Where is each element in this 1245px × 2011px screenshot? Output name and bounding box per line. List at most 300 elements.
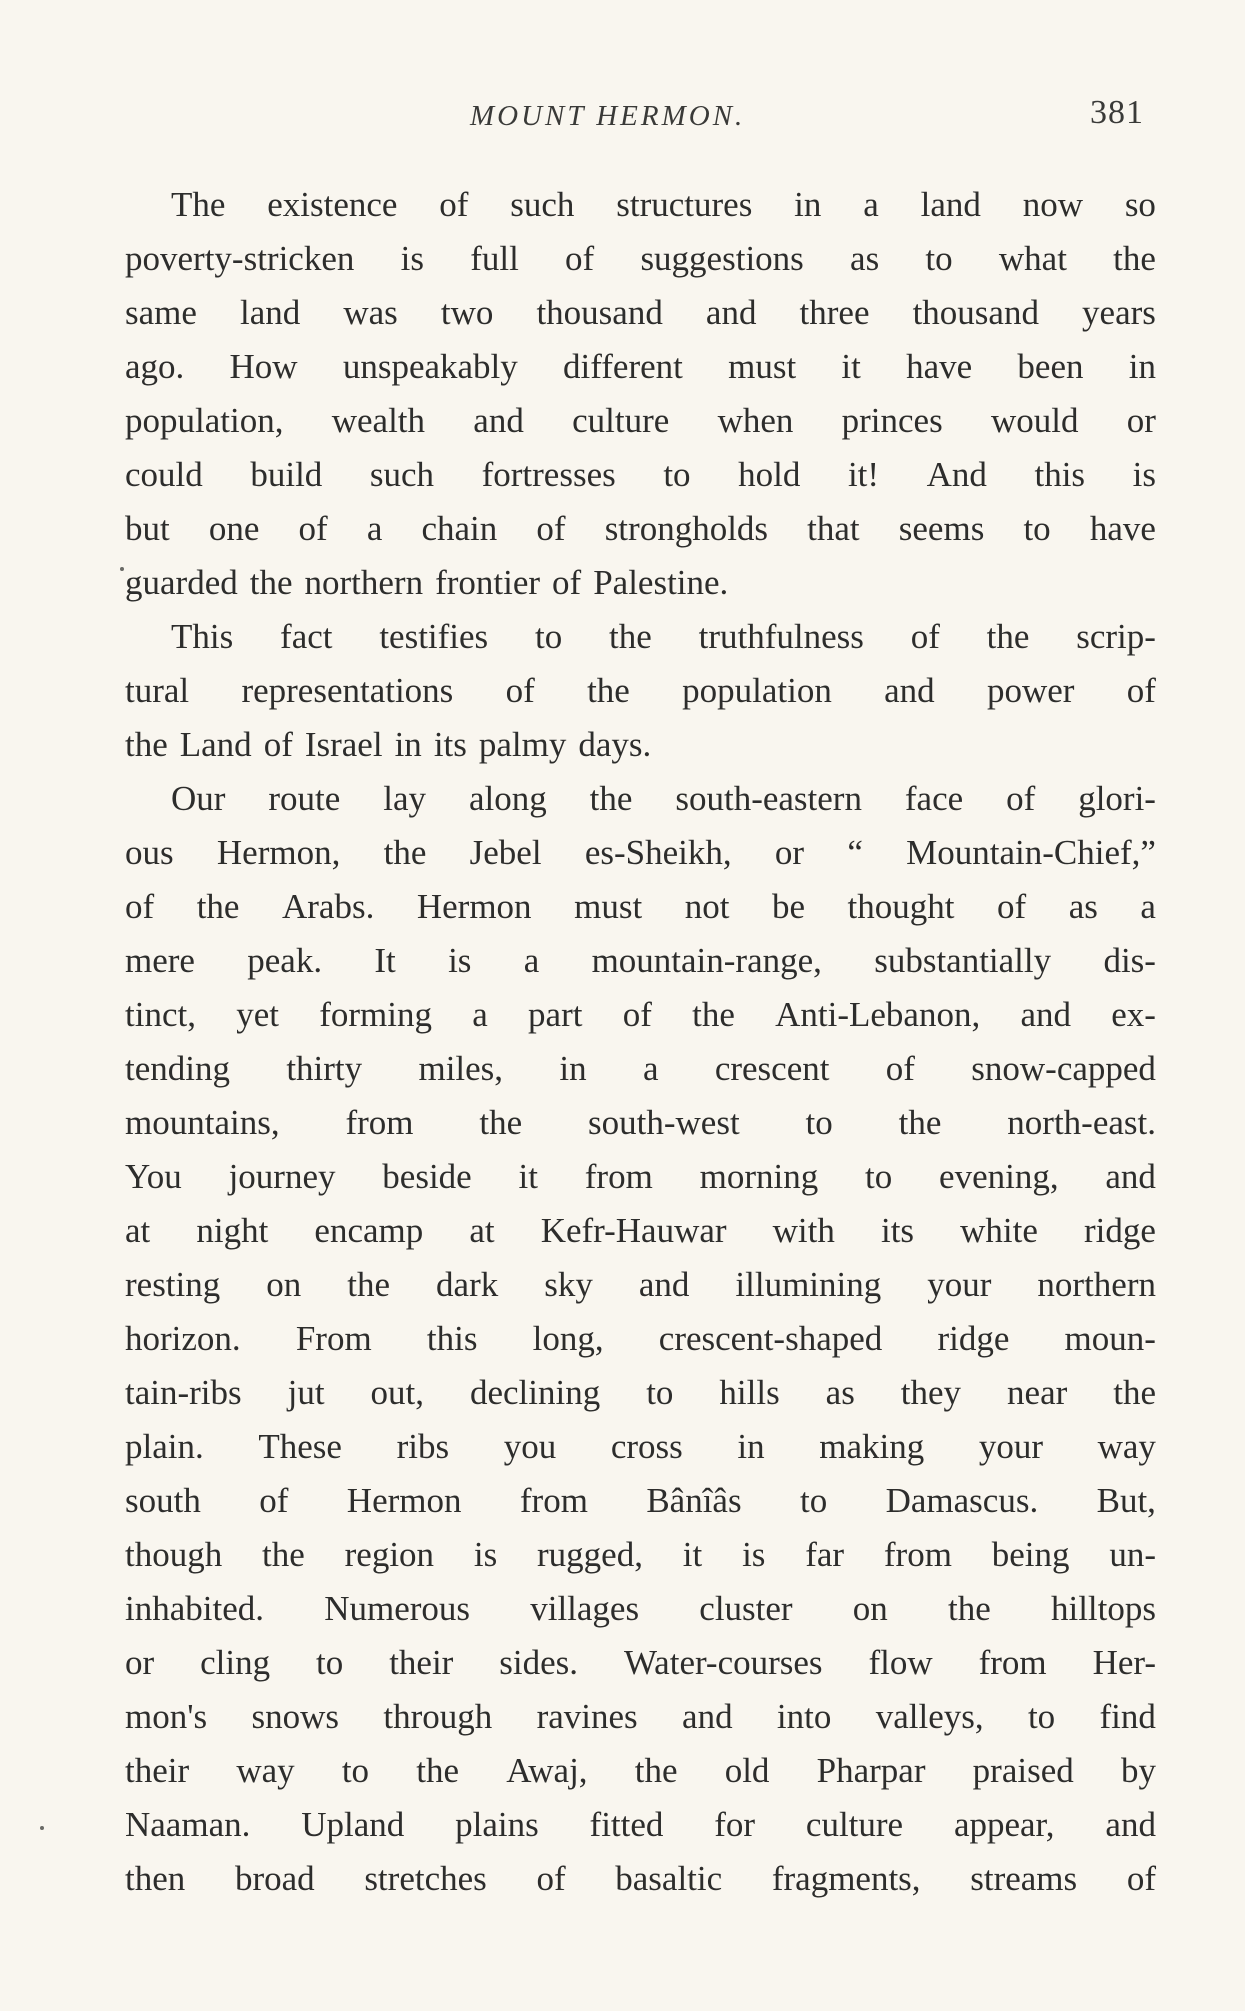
word: now (1022, 185, 1083, 224)
word: appear, (953, 1805, 1055, 1844)
word: on (266, 1265, 302, 1304)
text-line (125, 340, 1156, 394)
word: at (125, 1211, 151, 1250)
word: journey (228, 1157, 336, 1196)
word: into (776, 1697, 832, 1736)
word: thought (847, 887, 955, 926)
word: years (1082, 293, 1156, 332)
word: as (825, 1373, 855, 1412)
word: at (469, 1211, 495, 1250)
word: is (473, 1535, 498, 1574)
word: ex- (1111, 995, 1156, 1034)
word: white (960, 1211, 1038, 1250)
word: and (682, 1697, 733, 1736)
word: of (536, 1859, 566, 1898)
word: Hermon (346, 1481, 462, 1520)
word: their (125, 1751, 190, 1790)
word: suggestions (640, 239, 804, 278)
word: a (472, 995, 488, 1034)
word: jut (287, 1373, 325, 1412)
word: peak. (247, 941, 323, 980)
word: streams (970, 1859, 1078, 1898)
word: population, (125, 401, 284, 440)
word: a (1140, 887, 1156, 926)
word: full (470, 239, 519, 278)
word: Damascus. (885, 1481, 1039, 1520)
word: thirty (286, 1049, 363, 1088)
word: but (125, 509, 170, 548)
word: and (1020, 995, 1072, 1034)
word: in (394, 725, 422, 764)
word: of (298, 509, 328, 548)
word: Pharpar (816, 1751, 926, 1790)
word: representations (241, 671, 454, 710)
word: the (249, 563, 293, 602)
word: its (880, 1211, 915, 1250)
word: this (426, 1319, 478, 1358)
word: to (341, 1751, 370, 1790)
word: or (774, 833, 805, 872)
text-line (125, 1744, 1156, 1798)
word: though (125, 1535, 223, 1574)
word: tain-ribs (125, 1373, 242, 1412)
word: dark (436, 1265, 499, 1304)
word: from (584, 1157, 653, 1196)
word: palmy (478, 725, 567, 764)
word: south-west (588, 1103, 740, 1142)
word: a (366, 509, 383, 548)
word: its (433, 725, 467, 764)
word: of (263, 725, 293, 764)
word: morning (699, 1157, 819, 1196)
word: the (1113, 239, 1156, 278)
word: such (369, 455, 435, 494)
body-text (125, 178, 1156, 1906)
text-line (125, 934, 1156, 988)
word: Upland (301, 1805, 405, 1844)
word: You (125, 1157, 182, 1196)
word: the (347, 1265, 391, 1304)
word: Our (171, 779, 226, 818)
word: Jebel (469, 833, 542, 872)
text-line (125, 1204, 1156, 1258)
word: evening, (939, 1157, 1059, 1196)
word: Bânîâs (646, 1481, 742, 1520)
text-line (125, 556, 1156, 610)
word: chain (421, 509, 498, 548)
word: from (519, 1481, 588, 1520)
word: of (622, 995, 652, 1034)
word: inhabited. (125, 1589, 264, 1628)
text-line (125, 1798, 1156, 1852)
text-line (125, 1528, 1156, 1582)
word: the (898, 1103, 942, 1142)
word: sides. (499, 1643, 579, 1682)
page-number: 381 (1090, 94, 1144, 131)
word: How (229, 347, 298, 386)
text-line (125, 232, 1156, 286)
word: Her- (1092, 1643, 1156, 1682)
word: as (850, 239, 880, 278)
word: fortresses (481, 455, 616, 494)
text-line (125, 1474, 1156, 1528)
word: glori- (1078, 779, 1156, 818)
word: plains (455, 1805, 539, 1844)
word: This (171, 617, 234, 656)
word: unspeakably (342, 347, 518, 386)
word: From (295, 1319, 372, 1358)
word: structures (616, 185, 753, 224)
word: culture (805, 1805, 904, 1844)
running-head (0, 88, 1245, 138)
text-line (125, 1582, 1156, 1636)
word: broad (234, 1859, 315, 1898)
word: Anti-Lebanon, (775, 995, 981, 1034)
word: mountain-range, (591, 941, 822, 980)
word: way (1097, 1427, 1156, 1466)
word: Arabs. (281, 887, 375, 926)
text-line (125, 772, 1156, 826)
word: by (1120, 1751, 1156, 1790)
word: And (926, 455, 987, 494)
word: of (910, 617, 940, 656)
word: tinct, (125, 995, 196, 1034)
word: valleys, (875, 1697, 984, 1736)
word: the (587, 671, 630, 710)
word: a (642, 1049, 659, 1088)
text-line (125, 448, 1156, 502)
word: route (268, 779, 341, 818)
word: land (240, 293, 301, 332)
word: north-east. (1007, 1103, 1156, 1142)
word: un- (1109, 1535, 1156, 1574)
text-line (125, 610, 1156, 664)
word: the (262, 1535, 305, 1574)
paragraph-2 (125, 610, 1156, 772)
word: near (1007, 1373, 1068, 1412)
word: ridge (937, 1319, 1010, 1358)
word: culture (572, 401, 670, 440)
word: crescent-shaped (658, 1319, 883, 1358)
word: then (125, 1859, 186, 1898)
text-line (125, 718, 1156, 772)
word: so (1124, 185, 1156, 224)
text-line (125, 178, 1156, 232)
text-line (125, 1420, 1156, 1474)
word: cross (610, 1427, 683, 1466)
word: when (717, 401, 794, 440)
word: testifies (379, 617, 489, 656)
word: ravines (536, 1697, 638, 1736)
word: find (1099, 1697, 1156, 1736)
word: ous (125, 833, 174, 872)
word: one (208, 509, 260, 548)
word: is (1132, 455, 1156, 494)
word: Naaman. (125, 1805, 251, 1844)
word: face (904, 779, 964, 818)
word: your (927, 1265, 992, 1304)
word: be (771, 887, 806, 926)
word: dis- (1103, 941, 1156, 980)
word: this (1034, 455, 1086, 494)
word: south (125, 1481, 201, 1520)
word: the (692, 995, 735, 1034)
word: mountains, (125, 1103, 280, 1142)
word: a (863, 185, 879, 224)
word: and (884, 671, 935, 710)
text-line (125, 1042, 1156, 1096)
word: power (986, 671, 1075, 710)
word: lay (383, 779, 426, 818)
word: poverty-stricken (125, 239, 355, 278)
word: rugged, (537, 1535, 643, 1574)
word: fragments, (771, 1859, 921, 1898)
word: of (1006, 779, 1036, 818)
word: praised (972, 1751, 1074, 1790)
word: way (236, 1751, 295, 1790)
word: the (634, 1751, 678, 1790)
word: is (742, 1535, 766, 1574)
word: three (799, 293, 870, 332)
word: Israel (304, 725, 383, 764)
word: or (125, 1643, 155, 1682)
word: flow (868, 1643, 933, 1682)
word: beside (382, 1157, 472, 1196)
word: was (343, 293, 398, 332)
word: the (609, 617, 652, 656)
word: to (535, 617, 563, 656)
word: the (383, 833, 427, 872)
text-line (125, 988, 1156, 1042)
word: or (1126, 401, 1156, 440)
word: in (737, 1427, 765, 1466)
margin-speck (120, 567, 124, 571)
text-line (125, 1312, 1156, 1366)
word: to (663, 455, 691, 494)
word: of (1126, 671, 1156, 710)
word: with (772, 1211, 835, 1250)
word: Land (179, 725, 252, 764)
word: truthfulness (698, 617, 864, 656)
word: could (125, 455, 203, 494)
word: northern (1037, 1265, 1156, 1304)
word: far (805, 1535, 845, 1574)
word: to (865, 1157, 893, 1196)
word: It (374, 941, 396, 980)
word: northern (304, 563, 424, 602)
word: basaltic (615, 1859, 723, 1898)
word: the (416, 1751, 460, 1790)
word: old (724, 1751, 770, 1790)
word: snow-capped (971, 1049, 1156, 1088)
paragraph-3 (125, 772, 1156, 1906)
word: days. (578, 725, 652, 764)
word: such (510, 185, 575, 224)
word: their (389, 1643, 454, 1682)
word: of (552, 563, 582, 602)
text-line (125, 880, 1156, 934)
word: plain. (125, 1427, 204, 1466)
word: the (196, 887, 240, 926)
word: strongholds (604, 509, 769, 548)
word: to (925, 239, 953, 278)
word: the (479, 1103, 523, 1142)
word: guarded (125, 563, 238, 602)
word: substantially (874, 941, 1052, 980)
word: what (998, 239, 1067, 278)
word: to (1027, 1697, 1056, 1736)
text-line (125, 1852, 1156, 1906)
word: of (997, 887, 1027, 926)
word: fact (280, 617, 333, 656)
word: from (883, 1535, 952, 1574)
word: Hermon, (216, 833, 341, 872)
text-line (125, 1366, 1156, 1420)
word: scrip- (1076, 617, 1156, 656)
text-line (125, 664, 1156, 718)
word: resting (125, 1265, 221, 1304)
word: of (536, 509, 566, 548)
word: and (1105, 1157, 1156, 1196)
word: wealth (331, 401, 426, 440)
word: Awaj, (506, 1751, 588, 1790)
margin-speck (40, 1826, 44, 1830)
word: snows (251, 1697, 340, 1736)
word: These (258, 1427, 342, 1466)
word: along (468, 779, 547, 818)
word: mon's (125, 1697, 208, 1736)
word: cluster (699, 1589, 793, 1628)
word: it (682, 1535, 703, 1574)
word: from (978, 1643, 1047, 1682)
word: villages (530, 1589, 640, 1628)
word: is (400, 239, 424, 278)
word: illumining (735, 1265, 882, 1304)
word: ridge (1084, 1211, 1156, 1250)
word: declining (469, 1373, 601, 1412)
word: and (1105, 1805, 1156, 1844)
word: being (991, 1535, 1070, 1574)
word: hold (738, 455, 801, 494)
word: hilltops (1050, 1589, 1156, 1628)
text-line (125, 1636, 1156, 1690)
word: would (990, 401, 1079, 440)
word: in (1128, 347, 1156, 386)
word: of (1126, 1859, 1156, 1898)
word: to (1023, 509, 1051, 548)
word: “ (847, 833, 863, 872)
word: cling (200, 1643, 271, 1682)
word: of (885, 1049, 915, 1088)
word: the (1113, 1373, 1156, 1412)
word: Hermon (416, 887, 532, 926)
word: Water-courses (623, 1643, 823, 1682)
word: hills (719, 1373, 780, 1412)
word: seems (898, 509, 985, 548)
word: and (473, 401, 524, 440)
word: to (805, 1103, 833, 1142)
word: the (125, 725, 168, 764)
word: on (852, 1589, 888, 1628)
word: Mountain-Chief,” (906, 833, 1156, 872)
word: horizon. (125, 1319, 241, 1358)
word: thousand (536, 293, 663, 332)
word: moun- (1064, 1319, 1156, 1358)
text-line (125, 502, 1156, 556)
running-head-title: MOUNT HERMON. (470, 100, 746, 132)
word: Numerous (324, 1589, 471, 1628)
word: different (563, 347, 683, 386)
word: of (125, 887, 155, 926)
word: have (906, 347, 973, 386)
word: it! (847, 455, 880, 494)
word: that (807, 509, 860, 548)
text-line (125, 1150, 1156, 1204)
word: a (523, 941, 540, 980)
word: But, (1096, 1481, 1156, 1520)
word: ago. (125, 347, 185, 386)
word: stretches (364, 1859, 487, 1898)
word: same (125, 293, 197, 332)
word: two (440, 293, 494, 332)
word: to (316, 1643, 344, 1682)
word: it (518, 1157, 538, 1196)
word: for (714, 1805, 756, 1844)
word: build (250, 455, 323, 494)
word: from (345, 1103, 414, 1142)
text-line (125, 1690, 1156, 1744)
word: Kefr-Hauwar (540, 1211, 727, 1250)
text-line (125, 1258, 1156, 1312)
word: and (638, 1265, 690, 1304)
word: the (986, 617, 1030, 656)
word: have (1089, 509, 1156, 548)
word: south-eastern (675, 779, 862, 818)
word: fitted (589, 1805, 664, 1844)
word: through (383, 1697, 493, 1736)
word: The (171, 185, 226, 224)
word: been (1017, 347, 1084, 386)
word: frontier (435, 563, 541, 602)
word: land (920, 185, 981, 224)
word: to (646, 1373, 674, 1412)
word: must (574, 887, 643, 926)
text-line (125, 286, 1156, 340)
word: of (439, 185, 469, 224)
word: to (799, 1481, 828, 1520)
word: it (841, 347, 861, 386)
word: princes (841, 401, 943, 440)
word: sky (544, 1265, 593, 1304)
word: out, (370, 1373, 425, 1412)
word: and (705, 293, 757, 332)
word: of (505, 671, 535, 710)
word: of (565, 239, 595, 278)
text-line (125, 826, 1156, 880)
text-line (125, 394, 1156, 448)
word: is (448, 941, 472, 980)
word: thousand (912, 293, 1039, 332)
word: miles, (418, 1049, 504, 1088)
word: existence (267, 185, 398, 224)
word: as (1068, 887, 1098, 926)
text-line (125, 1096, 1156, 1150)
word: forming (319, 995, 432, 1034)
word: mere (125, 941, 195, 980)
word: in (559, 1049, 587, 1088)
word: tural (125, 671, 190, 710)
word: night (196, 1211, 269, 1250)
